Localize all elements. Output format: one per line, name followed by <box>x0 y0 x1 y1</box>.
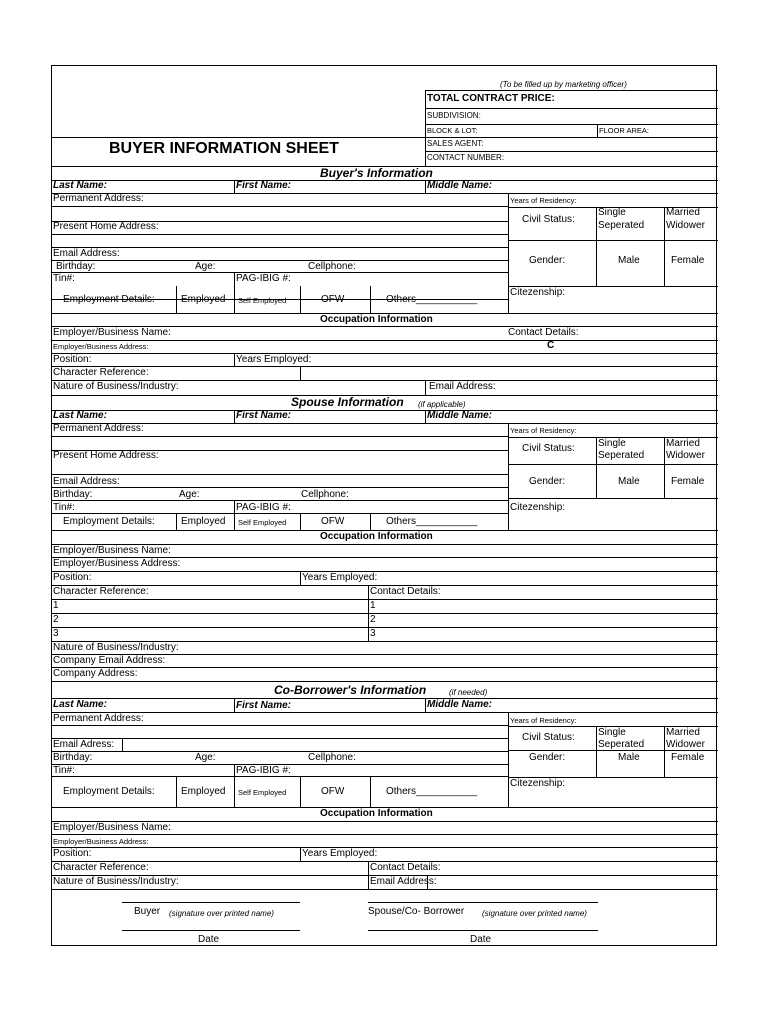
spouse-age-label: Age: <box>179 489 200 500</box>
buyer-date-line <box>122 930 300 931</box>
buyer-col <box>234 180 235 193</box>
spouse-col <box>176 513 177 530</box>
buyer-col <box>664 207 665 286</box>
buyer-years-employed-label: Years Employed: <box>236 354 312 365</box>
cob-occupation-title: Occupation Information <box>320 808 433 819</box>
contact-number-label: CONTACT NUMBER: <box>427 153 505 162</box>
cob-col <box>176 776 177 807</box>
cob-years-employed-label: Years Employed: <box>302 848 378 859</box>
buyer-col <box>300 286 301 313</box>
buyer-contact-value: C <box>547 340 555 351</box>
spouse-ref-contact-3: 3 <box>370 628 376 639</box>
buyer-ofw-option: OFW <box>321 294 345 305</box>
spouse-present-address-label: Present Home Address: <box>53 450 159 461</box>
buyer-email-label: Email Address: <box>53 248 120 259</box>
buyer-signature-line <box>122 902 300 903</box>
buyer-col <box>508 193 509 313</box>
buyer-others-option: Others___________ <box>386 294 478 305</box>
block-lot-label: BLOCK & LOT: <box>427 126 478 135</box>
cob-female-option: Female <box>671 752 705 763</box>
cob-cellphone-label: Cellphone: <box>308 752 356 763</box>
spouse-ref-3: 3 <box>53 628 59 639</box>
cob-middle-name-label: Middle Name: <box>427 699 493 710</box>
buyer-separated-option: Seperated <box>598 220 645 231</box>
spouse-line <box>52 500 508 501</box>
sales-agent-label: SALES AGENT: <box>427 139 484 148</box>
spouse-line <box>52 681 718 682</box>
cob-citizenship-label: Citezenship: <box>510 778 566 789</box>
buyer-line <box>52 193 718 194</box>
spouse-nature-business-label: Nature of Business/Industry: <box>53 642 179 653</box>
cob-separated-option: Seperated <box>598 739 645 750</box>
cob-col <box>370 776 371 807</box>
cob-others-option: Others___________ <box>386 786 478 797</box>
cob-col <box>664 726 665 777</box>
spouse-first-name-label: First Name: <box>236 410 292 421</box>
buyer-present-address-label: Present Home Address: <box>53 221 159 232</box>
buyer-female-option: Female <box>671 255 705 266</box>
spouse-col <box>370 513 371 530</box>
buyer-line <box>52 260 508 261</box>
spouse-pagibig-label: PAG-IBIG #: <box>236 502 291 513</box>
cob-civil-status-label: Civil Status: <box>522 732 575 743</box>
buyer-single-option: Single <box>598 207 626 218</box>
header-col-line <box>597 124 598 137</box>
spouse-last-name-label: Last Name: <box>53 410 107 421</box>
spouse-ref-contact-2: 2 <box>370 614 376 625</box>
buyer-pagibig-label: PAG-IBIG #: <box>236 273 291 284</box>
cob-line <box>52 725 508 726</box>
buyer-col <box>234 272 235 313</box>
spouse-signature-line <box>368 902 598 903</box>
header-row-line <box>425 108 718 109</box>
buyer-gender-label: Gender: <box>529 255 566 266</box>
spouse-separated-option: Seperated <box>598 450 645 461</box>
spouse-line <box>508 498 718 499</box>
cob-single-option: Single <box>598 727 626 738</box>
cob-line <box>52 751 508 752</box>
spouse-section-note: (if applicable) <box>418 400 466 409</box>
cob-col <box>300 776 301 807</box>
cob-section-note: (if needed) <box>449 688 488 697</box>
cob-male-option: Male <box>618 752 640 763</box>
cob-character-reference-label: Character Reference: <box>53 862 149 873</box>
buyer-cellphone-label: Cellphone: <box>308 261 356 272</box>
buyer-signature-label: Buyer <box>134 906 161 917</box>
buyer-civil-status-label: Civil Status: <box>522 214 575 225</box>
spouse-others-option: Others___________ <box>386 516 478 527</box>
spouse-line <box>52 423 718 424</box>
spouse-col <box>664 437 665 498</box>
spouse-line <box>508 464 718 465</box>
cob-col <box>596 726 597 777</box>
buyer-character-reference-label: Character Reference: <box>53 367 149 378</box>
buyer-line <box>52 353 718 354</box>
spouse-male-option: Male <box>618 476 640 487</box>
cob-last-name-label: Last Name: <box>53 699 107 710</box>
buyer-line <box>52 234 508 235</box>
cob-line <box>52 847 718 848</box>
buyer-col <box>234 353 235 366</box>
cob-col <box>234 764 235 807</box>
spouse-company-email-label: Company Email Address: <box>53 655 166 666</box>
buyer-line <box>52 180 718 181</box>
spouse-self-employed-option: Self Employed <box>238 518 287 527</box>
buyer-signature-note: (signature over printed name) <box>169 909 274 918</box>
buyer-line <box>52 206 508 207</box>
cob-widower-option: Widower <box>666 739 705 750</box>
cob-nature-business-label: Nature of Business/Industry: <box>53 876 179 887</box>
buyer-years-residency-label: Years of Residency: <box>510 196 577 205</box>
buyer-widower-option: Widower <box>666 220 705 231</box>
cob-pagibig-label: PAG-IBIG #: <box>236 765 291 776</box>
buyer-employment-details-label: Employment Details: <box>63 294 155 305</box>
cob-col <box>425 698 426 712</box>
cob-employer-address-label: Employer/Business Address: <box>53 837 149 846</box>
spouse-line <box>52 474 508 475</box>
spouse-employed-option: Employed <box>181 516 226 527</box>
spouse-company-address-label: Company Address: <box>53 668 138 679</box>
cob-section-title: Co-Borrower's Information <box>274 683 427 697</box>
spouse-line <box>52 627 718 628</box>
cob-employment-details-label: Employment Details: <box>63 786 155 797</box>
spouse-line <box>52 613 718 614</box>
spouse-ref-contact-1: 1 <box>370 600 376 611</box>
buyer-nature-business-label: Nature of Business/Industry: <box>53 381 179 392</box>
cob-col <box>508 712 509 807</box>
cob-email-label: Email Adress: <box>53 739 115 750</box>
buyer-first-name-label: First Name: <box>236 180 292 191</box>
spouse-signature-note: (signature over printed name) <box>482 909 587 918</box>
spouse-col <box>596 437 597 498</box>
spouse-contact-details-label: Contact Details: <box>370 586 441 597</box>
spouse-ref-2: 2 <box>53 614 59 625</box>
cob-age-label: Age: <box>195 752 216 763</box>
cob-ofw-option: OFW <box>321 786 345 797</box>
spouse-gender-label: Gender: <box>529 476 566 487</box>
cob-gender-label: Gender: <box>529 752 566 763</box>
buyer-col <box>425 380 426 395</box>
cob-line <box>52 889 718 890</box>
spouse-line <box>52 487 508 488</box>
cob-years-residency-label: Years of Residency: <box>510 716 577 725</box>
spouse-tin-label: Tin#: <box>53 502 75 513</box>
spouse-ref-1: 1 <box>53 600 59 611</box>
buyer-tin-label: Tin#: <box>53 273 75 284</box>
cob-contact-details-label: Contact Details: <box>370 862 441 873</box>
header-row-line <box>52 137 718 138</box>
spouse-years-residency-label: Years of Residency: <box>510 426 577 435</box>
buyer-date-label: Date <box>198 934 220 945</box>
buyer-information-form <box>51 65 717 946</box>
spouse-birthday-label: Birthday: <box>53 489 93 500</box>
spouse-years-employed-label: Years Employed: <box>302 572 378 583</box>
cob-birthday-label: Birthday: <box>53 752 93 763</box>
spouse-signature-label: Spouse/Co- Borrower <box>368 906 465 917</box>
spouse-employer-name-label: Employer/Business Name: <box>53 545 171 556</box>
marketing-note: (To be filled up by marketing officer) <box>500 80 627 89</box>
spouse-section-title: Spouse Information <box>291 395 404 409</box>
cob-line <box>52 712 718 713</box>
buyer-col <box>425 180 426 193</box>
buyer-birthday-label: Birthday: <box>56 261 96 272</box>
buyer-col <box>300 366 301 380</box>
cob-employer-name-label: Employer/Business Name: <box>53 822 171 833</box>
buyer-citizenship-label: Citezenship: <box>510 287 566 298</box>
buyer-occupation-title: Occupation Information <box>320 314 433 325</box>
buyer-occ-email-label: Email Address: <box>429 381 496 392</box>
spouse-citizenship-label: Citezenship: <box>510 502 566 513</box>
buyer-self-employed-option: Self Employed <box>238 296 287 305</box>
spouse-female-option: Female <box>671 476 705 487</box>
buyer-permanent-address-label: Permanent Address: <box>53 193 144 204</box>
spouse-line <box>52 410 718 411</box>
spouse-civil-status-label: Civil Status: <box>522 443 575 454</box>
buyer-contact-details-label: Contact Details: <box>508 327 579 338</box>
cob-col <box>122 738 123 751</box>
spouse-employment-details-label: Employment Details: <box>63 516 155 527</box>
spouse-cellphone-label: Cellphone: <box>301 489 349 500</box>
spouse-line <box>52 571 718 572</box>
spouse-line <box>52 599 718 600</box>
cob-line <box>52 738 508 739</box>
buyer-male-option: Male <box>618 255 640 266</box>
cob-line <box>52 698 718 699</box>
floor-area-label: FLOOR AREA: <box>599 126 650 135</box>
cob-col <box>234 698 235 712</box>
cob-col <box>368 861 369 889</box>
cob-self-employed-option: Self Employed <box>238 788 287 797</box>
cob-permanent-address-label: Permanent Address: <box>53 713 144 724</box>
buyer-col <box>176 286 177 313</box>
subdivision-label: SUBDIVISION: <box>427 111 481 120</box>
buyer-line <box>52 366 718 367</box>
cob-col <box>300 847 301 861</box>
cob-first-name-label: First Name: <box>236 700 292 711</box>
spouse-position-label: Position: <box>53 572 92 583</box>
page-title: BUYER INFORMATION SHEET <box>109 140 339 157</box>
spouse-col <box>300 571 301 585</box>
buyer-line <box>52 247 508 248</box>
spouse-line <box>52 667 718 668</box>
cob-line <box>52 834 718 835</box>
spouse-ofw-option: OFW <box>321 516 345 527</box>
cob-occ-email-label: Email Address: <box>370 876 437 887</box>
buyer-middle-name-label: Middle Name: <box>427 180 493 191</box>
buyer-employer-name-label: Employer/Business Name: <box>53 327 171 338</box>
spouse-character-reference-label: Character Reference: <box>53 586 149 597</box>
buyer-position-label: Position: <box>53 354 92 365</box>
spouse-col <box>234 410 235 423</box>
spouse-date-line <box>368 930 598 931</box>
buyer-col <box>596 207 597 286</box>
buyer-col <box>370 286 371 313</box>
cob-position-label: Position: <box>53 848 92 859</box>
buyer-section-title: Buyer's Information <box>320 166 433 180</box>
buyer-line <box>508 240 718 241</box>
spouse-employer-address-label: Employer/Business Address: <box>53 558 181 569</box>
buyer-employed-option: Employed <box>181 294 226 305</box>
spouse-married-option: Married <box>666 438 700 449</box>
buyer-line <box>52 340 718 341</box>
spouse-col <box>508 423 509 530</box>
cob-employed-option: Employed <box>181 786 226 797</box>
cob-married-option: Married <box>666 727 700 738</box>
spouse-col <box>234 500 235 530</box>
buyer-employer-address-label: Employer/Business Address: <box>53 342 149 351</box>
header-col-line <box>425 90 426 166</box>
spouse-col <box>425 410 426 423</box>
buyer-age-label: Age: <box>195 261 216 272</box>
spouse-col <box>368 585 369 641</box>
spouse-widower-option: Widower <box>666 450 705 461</box>
spouse-middle-name-label: Middle Name: <box>427 410 493 421</box>
cob-tin-label: Tin#: <box>53 765 75 776</box>
spouse-email-label: Email Address: <box>53 476 120 487</box>
spouse-line <box>52 436 508 437</box>
spouse-single-option: Single <box>598 438 626 449</box>
spouse-occupation-title: Occupation Information <box>320 531 433 542</box>
buyer-married-option: Married <box>666 207 700 218</box>
total-contract-price-label: TOTAL CONTRACT PRICE: <box>427 93 555 104</box>
buyer-last-name-label: Last Name: <box>53 180 107 191</box>
spouse-col <box>300 513 301 530</box>
spouse-date-label: Date <box>470 934 492 945</box>
spouse-permanent-address-label: Permanent Address: <box>53 423 144 434</box>
